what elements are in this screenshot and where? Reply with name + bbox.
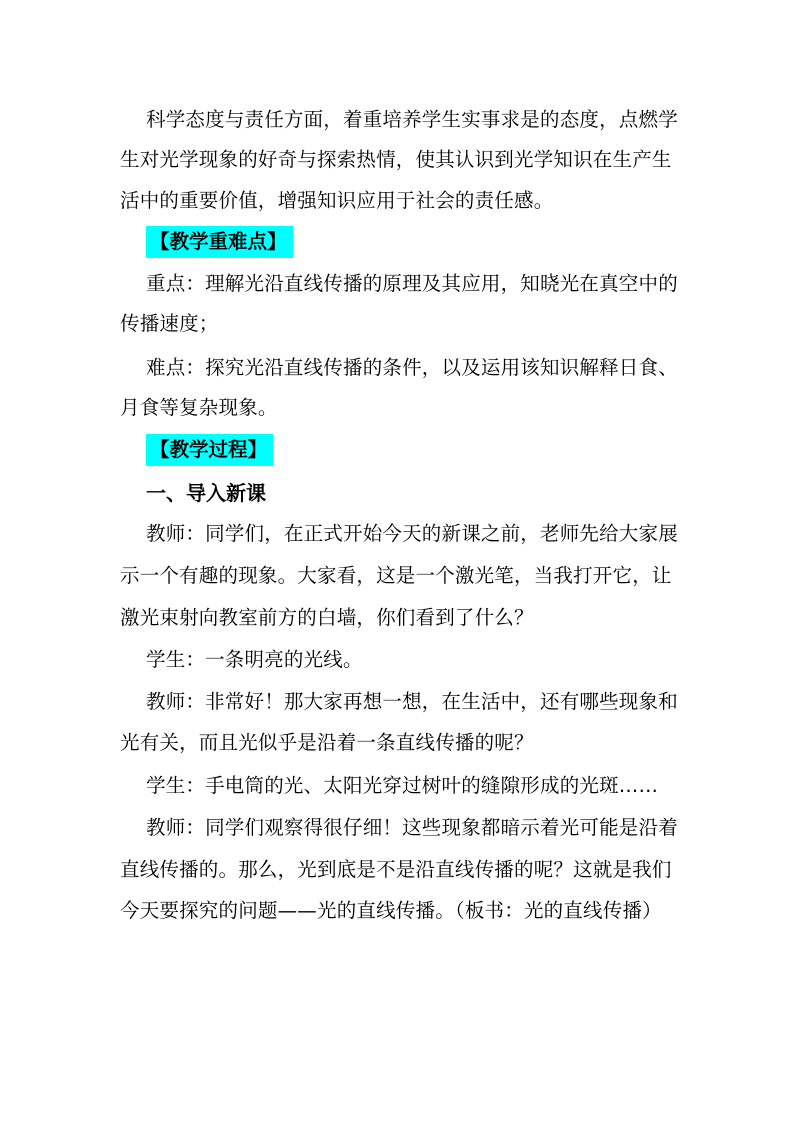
heading-teaching-process: 【教学过程】 (146, 434, 273, 466)
key-points-line-1: 重点：理解光沿直线传播的原理及其应用，知晓光在真空中的 (146, 272, 678, 295)
teacher-dialogue-1-line-3: 激光束射向教室前方的白墙，你们看到了什么？ (120, 606, 534, 629)
difficulties-line-2: 月食等复杂现象。 (120, 396, 278, 419)
teacher-dialogue-1-line-1: 教师：同学们，在正式开始今天的新课之前，老师先给大家展 (146, 522, 678, 545)
key-points-line-2: 传播速度； (120, 312, 219, 335)
paragraph-attitude-line-2: 生对光学现象的好奇与探索热情，使其认识到光学知识在生产生 (120, 148, 672, 171)
heading-key-difficult-points: 【教学重难点】 (146, 226, 293, 258)
teacher-dialogue-2-line-1: 教师：非常好！那大家再想一想，在生活中，还有哪些现象和 (146, 690, 678, 713)
difficulties-line-1: 难点：探究光沿直线传播的条件，以及运用该知识解释日食、 (146, 356, 678, 379)
student-dialogue-2: 学生：手电筒的光、太阳光穿过树叶的缝隙形成的光斑…… (146, 774, 659, 797)
section-title-intro: 一、导入新课 (146, 481, 266, 505)
teacher-dialogue-1-line-2: 示一个有趣的现象。大家看，这是一个激光笔，当我打开它，让 (120, 564, 672, 587)
paragraph-attitude-line-3: 活中的重要价值，增强知识应用于社会的责任感。 (120, 189, 554, 212)
teacher-dialogue-2-line-2: 光有关，而且光似乎是沿着一条直线传播的呢？ (120, 731, 534, 754)
teacher-dialogue-3-line-3: 今天要探究的问题——光的直线传播。（板书：光的直线传播） (120, 899, 662, 922)
paragraph-attitude-line-1: 科学态度与责任方面，着重培养学生实事求是的态度，点燃学 (146, 108, 678, 131)
teacher-dialogue-3-line-2: 直线传播的。那么，光到底是不是沿直线传播的呢？这就是我们 (120, 858, 672, 881)
student-dialogue-1: 学生：一条明亮的光线。 (146, 648, 363, 671)
teacher-dialogue-3-line-1: 教师：同学们观察得很仔细！这些现象都暗示着光可能是沿着 (146, 816, 678, 839)
